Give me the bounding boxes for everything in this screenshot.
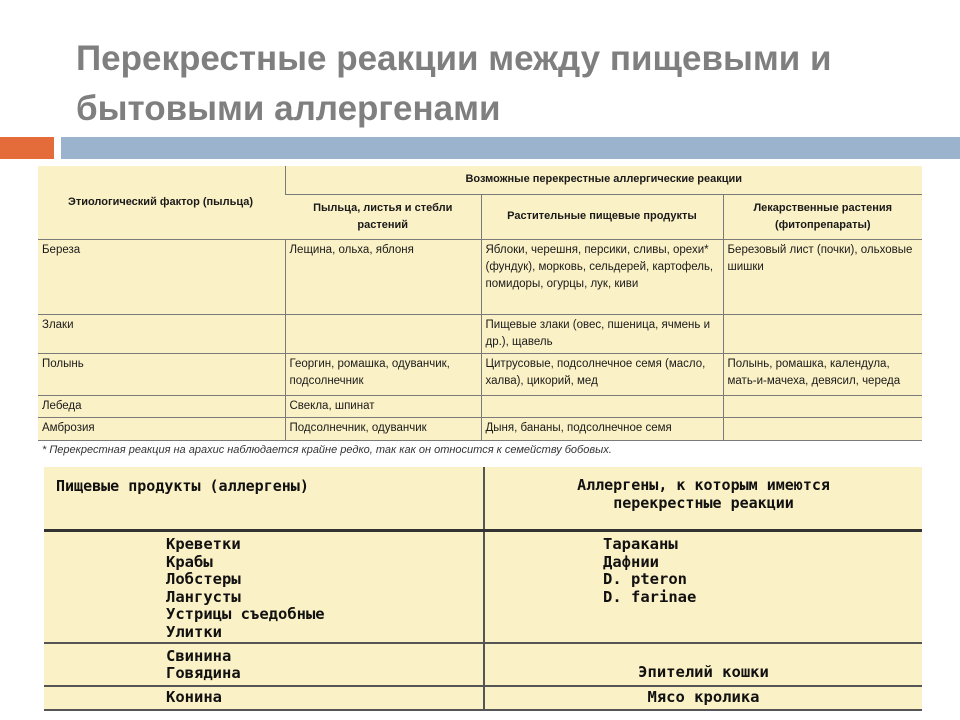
herbs-cell: Березовый лист (почки), ольховые шишки [723, 239, 922, 314]
herbs-cell [723, 314, 922, 353]
accent-bar-blue [61, 137, 960, 159]
list-item: Конина [166, 687, 222, 706]
factor-cell: Полынь [38, 353, 285, 395]
pollen-cell: Подсолнечник, одуванчик [285, 417, 481, 440]
table-row [38, 353, 922, 395]
herbs-cell [723, 395, 922, 417]
herbs-cell: Полынь, ромашка, календула, мать-и-мачеха, девясил, череда [723, 353, 922, 395]
food-list [44, 531, 484, 643]
table-row [44, 531, 922, 643]
list-item: Дафнии [603, 552, 659, 571]
table1-footnote: * Перекрестная реакция на арахис наблюдается крайне редко, так как он относится к семейству бобовых. [38, 440, 922, 459]
list-item: Лобстеры [166, 570, 241, 588]
list-item: Устрицы съедобные [166, 605, 325, 623]
table2-header-food: Пищевые продукты (аллергены) [44, 467, 484, 531]
table-row [38, 239, 922, 314]
header-line: Аллергены, к которым имеются [577, 476, 830, 494]
header-line: перекрестные реакции [613, 493, 794, 512]
allergen-list [484, 643, 922, 686]
table-row [44, 686, 922, 710]
list-item: Говядина [166, 664, 241, 682]
list-item: Тараканы [603, 535, 678, 553]
list-item: Мясо кролика [647, 687, 760, 706]
table1-header-factor: Этиологический фактор (пыльца) [38, 166, 285, 239]
pollen-cross-reaction-table [38, 166, 922, 459]
list-item: D. farinae [603, 587, 697, 606]
food-list [44, 686, 484, 710]
food-list [44, 643, 484, 686]
pollen-cell: Георгин, ромашка, одуванчик, подсолнечник [285, 353, 481, 395]
accent-bar-orange [0, 137, 54, 159]
slide-title: Перекрестные реакции между пищевыми и бытовыми аллергенами [76, 39, 832, 128]
table1-subheader-herbs: Лекарственные растения (фитопрепараты) [723, 194, 922, 239]
table-row [44, 643, 922, 686]
food-cell: Яблоки, черешня, персики, сливы, орехи* (фундук), морковь, сельдерей, картофель, помидоры, огурцы, лук, киви [481, 239, 723, 314]
allergen-list [484, 531, 922, 643]
food-cell: Цитрусовые, подсолнечное семя (масло, халва), цикорий, мед [481, 353, 723, 395]
table1-header-group: Возможные перекрестные аллергические реакции [285, 166, 922, 194]
pollen-cell: Свекла, шпинат [285, 395, 481, 417]
herbs-cell [723, 417, 922, 440]
list-item: Улитки [166, 622, 222, 641]
pollen-cell [285, 314, 481, 353]
table2-header-allergens [484, 467, 922, 531]
food-cell [481, 395, 723, 417]
list-item: Креветки [166, 535, 241, 553]
table1-subheader-pollen: Пыльца, листья и стебли растений [285, 194, 481, 239]
list-item: Эпителий кошки [638, 663, 769, 681]
food-allergen-cross-reaction-table [44, 467, 922, 711]
list-item: Лангусты [166, 587, 241, 606]
factor-cell: Лебеда [38, 395, 285, 417]
list-item: D. pteron [603, 570, 687, 588]
allergen-list [484, 686, 922, 710]
factor-cell: Амброзия [38, 417, 285, 440]
list-item: Крабы [166, 552, 213, 571]
factor-cell: Злаки [38, 314, 285, 353]
table-row [38, 395, 922, 417]
table-row [38, 417, 922, 440]
table1-subheader-food: Растительные пищевые продукты [481, 194, 723, 239]
factor-cell: Береза [38, 239, 285, 314]
food-cell: Пищевые злаки (овес, пшеница, ячмень и др.), щавель [481, 314, 723, 353]
food-cell: Дыня, бананы, подсолнечное семя [481, 417, 723, 440]
pollen-cell: Лещина, ольха, яблоня [285, 239, 481, 314]
list-item: Свинина [166, 646, 232, 665]
table-row [38, 314, 922, 353]
